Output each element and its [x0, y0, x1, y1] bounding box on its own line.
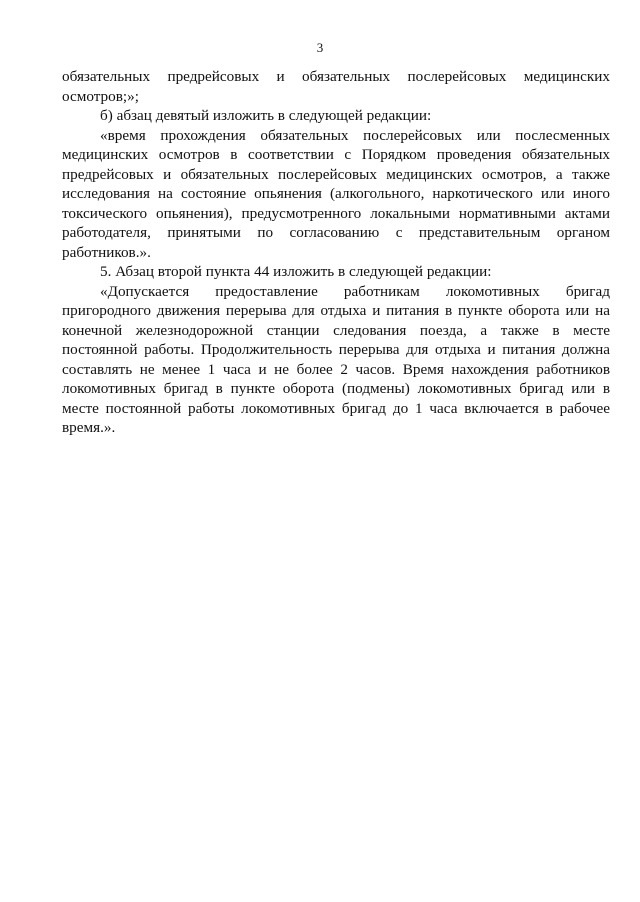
paragraph-amendment-b: б) абзац девятый изложить в следующей редакции: [100, 107, 432, 124]
paragraph-continuation: обязательных предрейсовых и обязательных послерейсовых медицинских осмотров;»; [62, 68, 610, 105]
paragraph-item-5: 5. Абзац второй пункта 44 изложить в следующей редакции: [100, 263, 492, 280]
document-body [62, 67, 610, 438]
paragraph-quoted-ninth-subparagraph: «время прохождения обязательных послерейсовых или послесменных медицинских осмотров в соответствии с Порядком проведения обязательных предрейсовых и обязательных послерейсовых медицинских осмотров, а также исследования на состояние опьянения (алкогольного, наркотического или иного токсического опьянения), предусмотренного локальными нормативными актами работодателя, принятыми по согласованию с представительным органом работников.». [62, 126, 610, 261]
paragraph-quoted-item-44: «Допускается предоставление работникам локомотивных бригад пригородного движения перерыва для отдыха и питания в пункте оборота или на конечной железнодорожной станции следования поезда, а также в месте постоянной работы. Продолжительность перерыва для отдыха и питания должна составлять не менее 1 часа и не более 2 часов. Время нахождения работников локомотивных бригад в пункте оборота (подмены) локомотивных бригад или в месте постоянной работы локомотивных бригад до 1 часа включается в рабочее время.». [62, 282, 610, 436]
page-number: 3 [316, 40, 324, 55]
